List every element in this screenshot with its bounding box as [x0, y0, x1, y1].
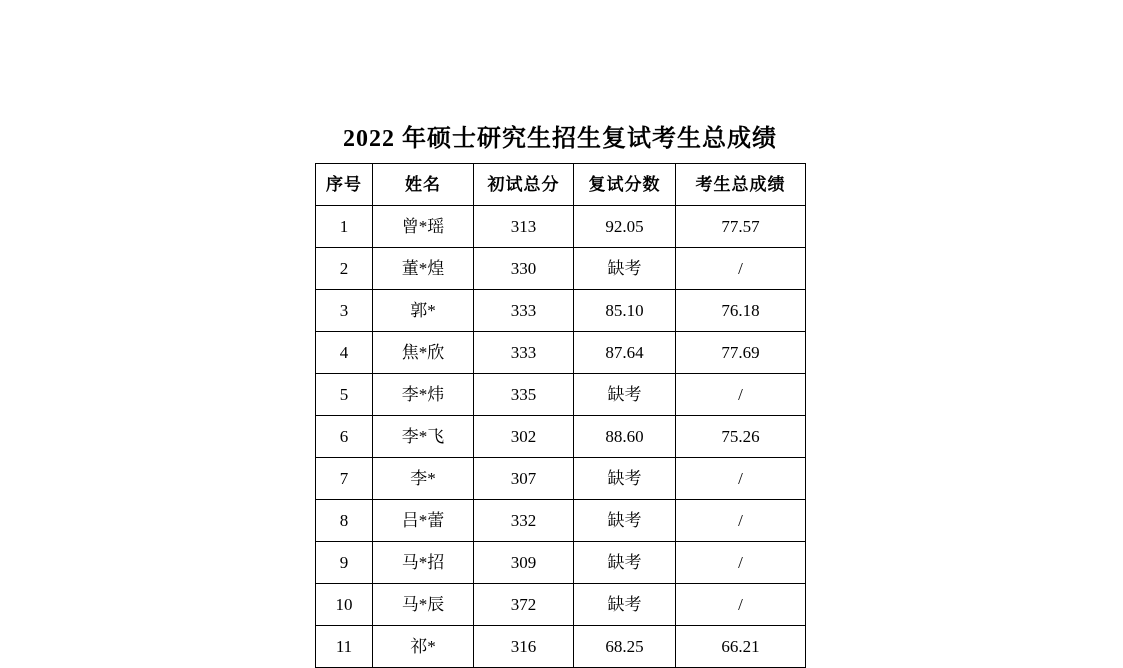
- table-cell-total-score: 76.18: [676, 290, 806, 332]
- table-cell-index: 5: [316, 374, 373, 416]
- table-cell-retest-score: 缺考: [574, 584, 676, 626]
- table-row: [316, 542, 806, 584]
- table-cell-name: 祁*: [373, 626, 474, 668]
- table-cell-retest-score: 92.05: [574, 206, 676, 248]
- table-cell-name: 李*: [373, 458, 474, 500]
- table-cell-name: 曾*瑶: [373, 206, 474, 248]
- table-cell-retest-score: 缺考: [574, 374, 676, 416]
- header-cell-total-score: 考生总成绩: [676, 164, 806, 206]
- table-cell-initial-score: 302: [474, 416, 574, 458]
- table-row: [316, 458, 806, 500]
- table-row: [316, 500, 806, 542]
- header-cell-retest-score: 复试分数: [574, 164, 676, 206]
- table-cell-index: 11: [316, 626, 373, 668]
- table-cell-initial-score: 330: [474, 248, 574, 290]
- table-cell-retest-score: 缺考: [574, 458, 676, 500]
- table-header-row: [316, 164, 806, 206]
- table-cell-initial-score: 316: [474, 626, 574, 668]
- table-row: [316, 416, 806, 458]
- table-cell-index: 1: [316, 206, 373, 248]
- table-cell-index: 2: [316, 248, 373, 290]
- table-cell-initial-score: 333: [474, 332, 574, 374]
- header-cell-initial-score: 初试总分: [474, 164, 574, 206]
- table-cell-total-score: /: [676, 458, 806, 500]
- table-cell-total-score: /: [676, 248, 806, 290]
- table-cell-retest-score: 缺考: [574, 248, 676, 290]
- table-cell-index: 4: [316, 332, 373, 374]
- table-cell-retest-score: 缺考: [574, 500, 676, 542]
- table-body: [316, 206, 806, 668]
- table-cell-total-score: 77.69: [676, 332, 806, 374]
- table-cell-name: 马*招: [373, 542, 474, 584]
- table-row: [316, 374, 806, 416]
- table-cell-retest-score: 68.25: [574, 626, 676, 668]
- table-cell-retest-score: 缺考: [574, 542, 676, 584]
- table-cell-retest-score: 88.60: [574, 416, 676, 458]
- table-row: [316, 332, 806, 374]
- table-cell-index: 7: [316, 458, 373, 500]
- table-cell-index: 9: [316, 542, 373, 584]
- table-cell-name: 郭*: [373, 290, 474, 332]
- table-row: [316, 584, 806, 626]
- table-row: [316, 206, 806, 248]
- table-cell-initial-score: 333: [474, 290, 574, 332]
- table-cell-name: 焦*欣: [373, 332, 474, 374]
- table-row: [316, 290, 806, 332]
- table-row: [316, 626, 806, 668]
- table-cell-total-score: /: [676, 542, 806, 584]
- table-cell-name: 马*辰: [373, 584, 474, 626]
- table-cell-initial-score: 332: [474, 500, 574, 542]
- table-cell-total-score: 66.21: [676, 626, 806, 668]
- table-cell-name: 李*炜: [373, 374, 474, 416]
- table-cell-name: 吕*蕾: [373, 500, 474, 542]
- table-row: [316, 248, 806, 290]
- table-cell-retest-score: 85.10: [574, 290, 676, 332]
- table-cell-total-score: 75.26: [676, 416, 806, 458]
- table-cell-total-score: /: [676, 584, 806, 626]
- table-cell-initial-score: 307: [474, 458, 574, 500]
- table-cell-index: 8: [316, 500, 373, 542]
- table-cell-initial-score: 372: [474, 584, 574, 626]
- table-cell-total-score: /: [676, 500, 806, 542]
- table-cell-name: 李*飞: [373, 416, 474, 458]
- table-cell-index: 6: [316, 416, 373, 458]
- table-cell-initial-score: 309: [474, 542, 574, 584]
- header-cell-name: 姓名: [373, 164, 474, 206]
- table-cell-total-score: 77.57: [676, 206, 806, 248]
- table-cell-total-score: /: [676, 374, 806, 416]
- table-cell-index: 10: [316, 584, 373, 626]
- table-cell-index: 3: [316, 290, 373, 332]
- table-cell-initial-score: 335: [474, 374, 574, 416]
- score-table: [315, 163, 806, 668]
- table-cell-retest-score: 87.64: [574, 332, 676, 374]
- header-cell-index: 序号: [316, 164, 373, 206]
- table-cell-initial-score: 313: [474, 206, 574, 248]
- document-title: 2022 年硕士研究生招生复试考生总成绩: [343, 126, 777, 152]
- table-cell-name: 董*煌: [373, 248, 474, 290]
